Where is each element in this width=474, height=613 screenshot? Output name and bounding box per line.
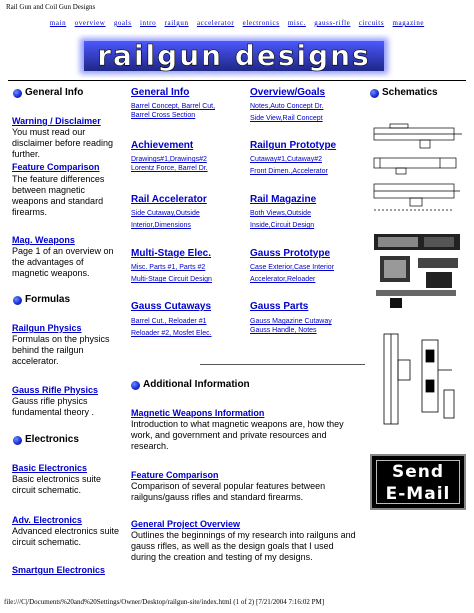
additional-info-heading: Additional Information [143,379,250,390]
nav-link-electronics[interactable]: electronics [242,19,280,27]
cat-general-info-sublinks[interactable]: Barrel Concept, Barrel Cut, Barrel Cross Section [131,103,216,119]
cat-gauss-parts-sublinks[interactable]: Gauss Magazine Cutaway Gauss Handle, Notes [250,318,332,334]
cat-achievement-link[interactable]: Achievement [131,140,194,151]
site-banner-logo [74,34,394,78]
cat-gauss-prototype-link[interactable]: Gauss Prototype [250,248,331,259]
general-info-heading: General Info [25,87,84,98]
cat-overview-goals-link[interactable]: Overview/Goals [250,87,326,98]
cat-gauss-prototype-sublinks[interactable]: Case Exterior,Case Interior Accelerator,Reloader [250,264,335,283]
cat-rail-magazine-link[interactable]: Rail Magazine [250,194,317,205]
send-email-button[interactable]: Send E-Mail [370,454,466,510]
cat-achievement-sublinks[interactable]: Drawings#1,Drawings#2 Lorentz Force, Barrel Dr. [131,156,208,172]
print-title: Rail Gun and Coil Gun Designs [6,3,96,11]
cat-rail-magazine-sublinks[interactable]: Both Views,Outside Inside,Circuit Design [250,210,315,229]
top-nav [0,19,474,27]
bullet-icon [131,381,140,390]
print-footer-path: file:///C|/Documents%20and%20Settings/Owner/Desktop/railgun-site/index.html (1 of 2) [7/21/2004 7:16:02 PM] [4,598,325,606]
cat-overview-goals-sublinks[interactable]: Notes,Auto Concept Dr. Side View,Rail Concept [250,103,324,122]
section-divider [200,364,365,365]
gauss-rifle-physics-link[interactable]: Gauss Rifle Physics [12,385,99,395]
bullet-icon [13,89,22,98]
smartgun-electronics-link[interactable]: Smartgun Electronics [12,565,106,575]
nav-link-circuits[interactable]: circuits [358,19,385,27]
adv-electronics-link[interactable]: Adv. Electronics [12,515,82,525]
bullet-icon [13,436,22,445]
nav-link-accelerator[interactable]: accelerator [196,19,235,27]
schematic-thumbnail-railgun[interactable] [370,118,464,218]
cat-gauss-parts-link[interactable]: Gauss Parts [250,301,309,312]
railgun-physics-text: Formulas on the physics behind the railgun accelerator. [12,334,110,366]
cat-rail-accelerator-link[interactable]: Rail Accelerator [131,194,207,205]
magnetic-weapons-info-text: Introduction to what magnetic weapons are, how they work, and government and private resources and research. [131,419,344,451]
basic-electronics-text: Basic electronics suite circuit schematic. [12,474,102,495]
cat-multi-stage-link[interactable]: Multi-Stage Elec. [131,248,212,259]
schematic-thumbnail-gauss-rifle[interactable] [372,330,462,430]
basic-electronics-link[interactable]: Basic Electronics [12,463,88,473]
cat-multi-stage-sublinks[interactable]: Misc. Parts #1, Parts #2 Multi-Stage Circuit Design [131,264,212,283]
nav-link-magazine[interactable]: magazine [392,19,425,27]
schematics-heading: Schematics [382,87,438,98]
feature-comparison-info-link[interactable]: Feature Comparison [131,470,219,480]
cat-rail-accelerator-sublinks[interactable]: Side Cutaway,Outside Interior,Dimensions [131,210,200,229]
mag-weapons-link[interactable]: Mag. Weapons [12,235,75,245]
cat-general-info-link[interactable]: General Info [131,87,190,98]
nav-link-goals[interactable]: goals [113,19,132,27]
cat-gauss-cutaways-link[interactable]: Gauss Cutaways [131,301,212,312]
nav-link-gauss-rifle[interactable]: gauss-rifle [314,19,351,27]
mag-weapons-text: Page 1 of an overview on the advantages of magnetic weapons. [12,246,114,278]
general-project-overview-text: Outlines the beginnings of my research into railguns and gauss rifles, as well as the design goals that I used during the creation and testing of my designs. [131,530,356,562]
nav-link-main[interactable]: main [49,19,67,27]
warning-disclaimer-link[interactable]: Warning / Disclaimer [12,116,101,126]
nav-link-misc[interactable]: misc. [287,19,306,27]
feature-comparison-info-text: Comparison of several popular features between railguns/gauss rifles and standard firearms. [131,481,326,502]
header-divider [8,80,466,81]
bullet-icon [370,89,379,98]
svg-text:railgun designs: railgun designs [97,39,371,72]
nav-link-intro[interactable]: intro [139,19,157,27]
general-project-overview-link[interactable]: General Project Overview [131,519,241,529]
cat-railgun-prototype-sublinks[interactable]: Cutaway#1,Cutaway#2 Front Dimen.,Accelerator [250,156,328,175]
formulas-heading: Formulas [25,294,71,305]
feature-comparison-link[interactable]: Feature Comparison [12,162,100,172]
railgun-physics-link[interactable]: Railgun Physics [12,323,82,333]
gauss-rifle-physics-text: Gauss rifle physics fundamental theory . [12,396,95,417]
schematic-thumbnail-cutaway[interactable] [370,230,464,310]
nav-link-overview[interactable]: overview [74,19,106,27]
feature-comparison-text: The feature differences between magnetic weapons and standard firearms. [12,174,105,217]
nav-link-railgun[interactable]: railgun [164,19,189,27]
cat-railgun-prototype-link[interactable]: Railgun Prototype [250,140,337,151]
bullet-icon [13,296,22,305]
cat-gauss-cutaways-sublinks[interactable]: Barrel Cut., Reloader #1 Reloader #2, Mosfet Elec. [131,318,212,337]
magnetic-weapons-info-link[interactable]: Magnetic Weapons Information [131,408,265,418]
adv-electronics-text: Advanced electronics suite circuit schematic. [12,526,120,547]
electronics-heading: Electronics [25,434,79,445]
warning-disclaimer-text: You must read our disclaimer before reading further. [12,127,114,159]
